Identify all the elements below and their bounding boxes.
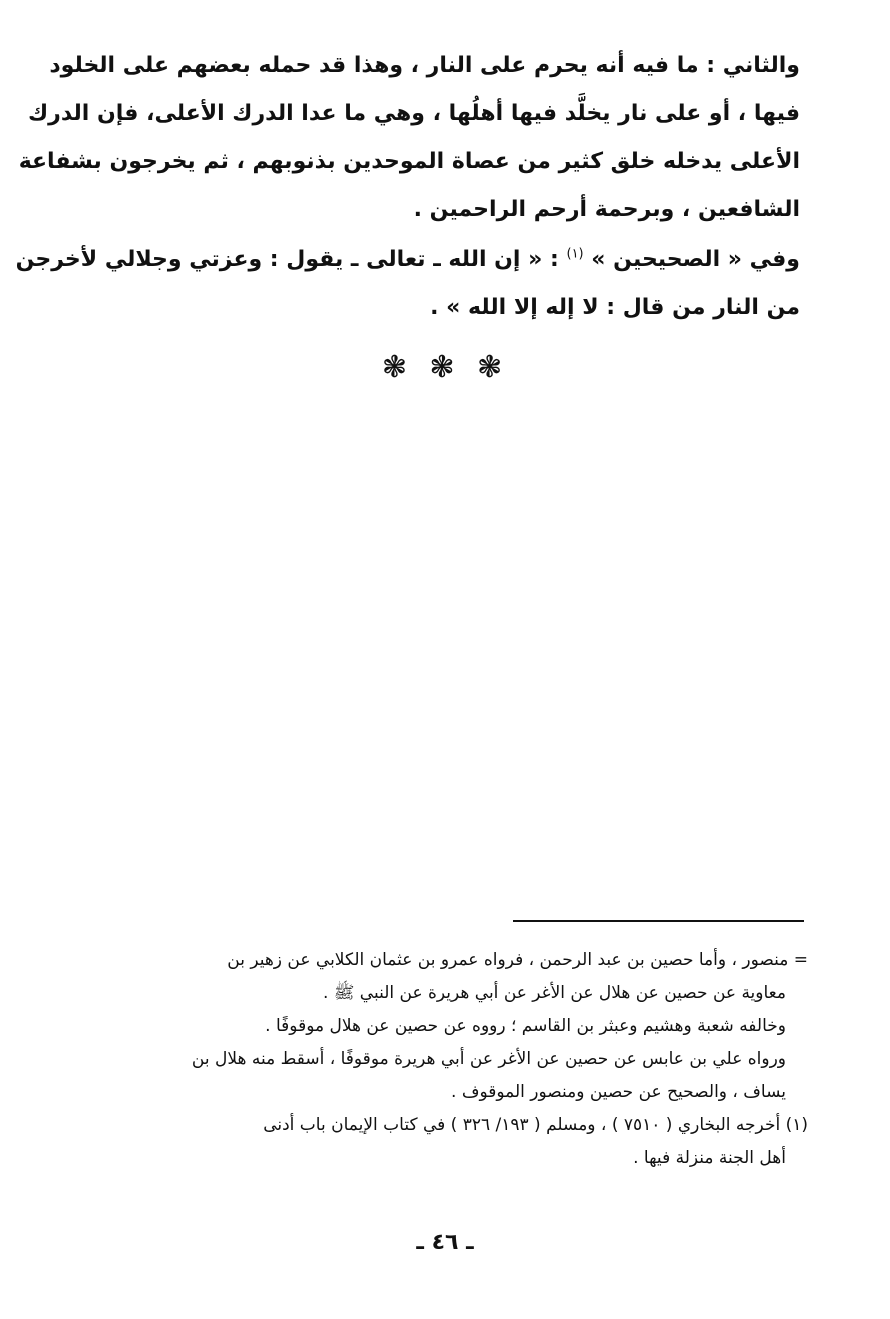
footnote-paragraph bbox=[60, 1010, 808, 1043]
footnote-line: (١) أخرجه البخاري ( ٧٥١٠ ) ، ومسلم ( ١٩٣/ ٣٢٦ ) في كتاب الإيمان باب أدنى bbox=[263, 1115, 808, 1135]
footnote-line: ورواه علي بن عابس عن حصين عن الأغر عن أبي هريرة موقوفًا ، أسقط منه هلال بن bbox=[191, 1049, 786, 1069]
footnote-line: أهل الجنة منزلة فيها . bbox=[633, 1148, 786, 1168]
footnote-line: يساف ، والصحيح عن حصين ومنصور الموقوف . bbox=[451, 1082, 786, 1102]
footnote-continuation bbox=[60, 944, 808, 1010]
main-paragraph-2 bbox=[15, 236, 800, 332]
footnote-line: معاوية عن حصين عن هلال عن الأغر عن أبي هريرة عن النبي ﷺ . bbox=[323, 983, 786, 1003]
section-separator: ❃ ❃ ❃ bbox=[381, 350, 509, 385]
text-line: من النار من قال : لا إله إلا الله » . bbox=[430, 295, 800, 320]
footnote-1 bbox=[60, 1109, 808, 1175]
footnote-line: = منصور ، وأما حصين بن عبد الرحمن ، فرواه عمرو بن عثمان الكلابي عن زهير بن bbox=[227, 950, 808, 970]
text-line: والثاني : ما فيه أنه يحرم على النار ، وهذا قد حمله بعضهم على الخلود bbox=[49, 53, 800, 78]
text-segment: وفي « الصحيحين » bbox=[591, 247, 800, 272]
text-line: الأعلى يدخله خلق كثير من عصاة الموحدين بذنوبهم ، ثم يخرجون بشفاعة bbox=[18, 149, 800, 174]
text-line: فيها ، أو على نار يخلَّد فيها أهلُها ، وهي ما عدا الدرك الأعلى، فإن الدرك bbox=[28, 101, 800, 126]
text-segment: : « إن الله ـ تعالى ـ يقول : وعزتي وجلالي لأخرجن bbox=[15, 247, 559, 272]
footnotes-area bbox=[60, 944, 808, 1175]
main-paragraph-1 bbox=[18, 42, 800, 234]
footnote-paragraph bbox=[60, 1043, 808, 1109]
footnote-reference[interactable]: (١) bbox=[566, 246, 584, 262]
text-line bbox=[15, 236, 800, 284]
footnote-divider bbox=[513, 920, 804, 922]
page-number: ـ ٤٦ ـ bbox=[416, 1230, 474, 1255]
text-line: الشافعين ، وبرحمة أرحم الراحمين . bbox=[413, 197, 800, 222]
footnote-line: وخالفه شعبة وهشيم وعبثر بن القاسم ؛ رووه عن حصين عن هلال موقوفًا . bbox=[265, 1016, 786, 1036]
